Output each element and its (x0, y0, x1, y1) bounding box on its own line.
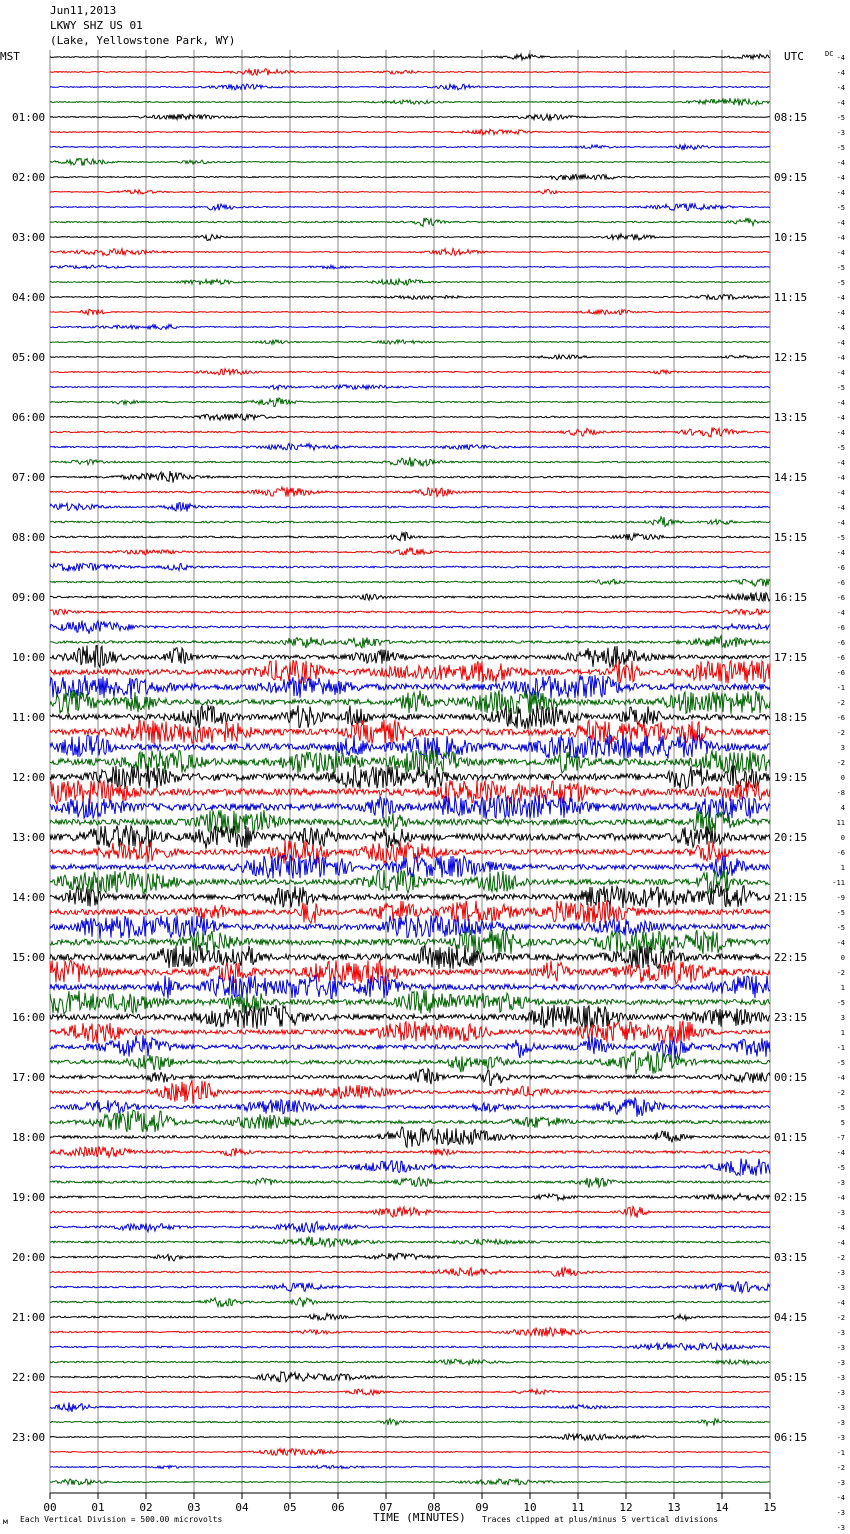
seismic-trace (50, 1465, 770, 1468)
mst-hour-label: 01:00 (12, 111, 46, 124)
mst-hour-label: 14:00 (12, 891, 46, 904)
dc-offset-value: -4 (836, 549, 845, 557)
dc-offset-value: -6 (836, 849, 845, 857)
seismic-trace (50, 1069, 770, 1086)
dc-offset-value: -4 (836, 939, 845, 947)
seismic-trace (50, 1314, 770, 1321)
x-tick-label: 08 (427, 1501, 441, 1514)
seismic-trace (50, 810, 770, 834)
seismic-trace (50, 369, 770, 376)
mst-hour-label: 12:00 (12, 771, 46, 784)
dc-offset-value: -5 (836, 1059, 845, 1067)
seismic-trace (50, 532, 770, 541)
utc-hour-label: 09:15 (774, 171, 808, 184)
dc-offset-value: -2 (836, 699, 845, 707)
seismic-trace (50, 218, 770, 226)
utc-hour-label: 00:15 (774, 1071, 808, 1084)
seismic-trace (50, 990, 770, 1014)
dc-offset-value: -4 (836, 54, 845, 62)
dc-offset-value: -3 (836, 1434, 845, 1442)
dc-offset-value: -3 (836, 1269, 845, 1277)
seismic-trace (50, 1051, 770, 1074)
seismic-trace (50, 870, 770, 894)
seismic-trace (50, 855, 770, 879)
utc-hour-label: 19:15 (774, 771, 808, 784)
seismic-trace (50, 636, 770, 648)
dc-offset-value: -4 (836, 234, 845, 242)
dc-offset-value: -4 (836, 414, 845, 422)
mst-hour-label: 05:00 (12, 351, 46, 364)
right-axis-label: UTC (784, 50, 804, 63)
utc-hour-label: 05:15 (774, 1371, 808, 1384)
utc-hour-label: 21:15 (774, 891, 808, 904)
utc-hour-label: 15:15 (774, 531, 808, 544)
x-tick-label: 09 (475, 1501, 489, 1514)
dc-offset-value: -2 (836, 1089, 845, 1097)
seismic-trace (50, 1449, 770, 1456)
footer-scale: Each Vertical Division = 500.00 microvolts (20, 1515, 223, 1524)
seismic-trace (50, 324, 770, 329)
seismic-trace (50, 766, 770, 790)
utc-hour-label: 04:15 (774, 1311, 808, 1324)
mst-hour-label: 23:00 (12, 1431, 46, 1444)
mst-hour-label: 18:00 (12, 1131, 46, 1144)
dc-offset-value: 0 (840, 774, 845, 782)
x-tick-label: 03 (187, 1501, 201, 1514)
dc-offset-value: -4 (836, 369, 845, 377)
dc-offset-value: -3 (836, 1389, 845, 1397)
dc-offset-value: -4 (836, 294, 845, 302)
dc-offset-value: -4 (836, 174, 845, 182)
seismic-trace (50, 1267, 770, 1277)
seismic-trace (50, 234, 770, 241)
seismic-trace (50, 795, 770, 819)
utc-hour-label: 22:15 (774, 951, 808, 964)
dc-offset-value: -6 (836, 639, 845, 647)
seismic-trace (50, 1343, 770, 1351)
seismic-trace (50, 203, 770, 211)
dc-offset-value: -4 (836, 1224, 845, 1232)
x-tick-label: 13 (667, 1501, 681, 1514)
seismic-trace (50, 1177, 770, 1187)
seismic-trace (50, 1479, 770, 1485)
dc-offset-value: -5 (836, 534, 845, 542)
dc-offset-value: -6 (836, 564, 845, 572)
seismic-trace (50, 579, 770, 587)
seismic-trace (50, 975, 770, 999)
seismic-trace (50, 294, 770, 299)
seismic-trace (50, 1110, 770, 1132)
seismic-trace (50, 309, 770, 315)
utc-hour-label: 03:15 (774, 1251, 808, 1264)
utc-hour-label: 18:15 (774, 711, 808, 724)
seismic-trace (50, 1327, 770, 1336)
footer-clip-note: Traces clipped at plus/minus 5 vertical divisions (482, 1515, 719, 1524)
seismic-trace (50, 1298, 770, 1307)
utc-hour-label: 13:15 (774, 411, 808, 424)
seismic-trace (50, 340, 770, 345)
dc-offset-value: -5 (836, 114, 845, 122)
mst-hour-label: 03:00 (12, 231, 46, 244)
seismic-trace (50, 780, 770, 804)
seismic-trace (50, 621, 770, 634)
dc-offset-value: 0 (840, 834, 845, 842)
dc-offset-value: -4 (836, 609, 845, 617)
seismic-trace (50, 248, 770, 255)
dc-offset-value: -5 (836, 909, 845, 917)
dc-offset-value: -2 (836, 1314, 845, 1322)
utc-hour-label: 06:15 (774, 1431, 808, 1444)
dc-offset-value: -5 (836, 384, 845, 392)
dc-offset-value: -4 (836, 1494, 845, 1502)
dc-offset-value: -5 (836, 144, 845, 152)
seismic-trace (50, 563, 770, 571)
x-tick-label: 02 (139, 1501, 153, 1514)
dc-offset-value: -8 (836, 789, 845, 797)
seismic-trace (50, 1194, 770, 1201)
seismic-trace (50, 398, 770, 407)
seismic-trace (50, 54, 770, 60)
seismic-trace (50, 1035, 770, 1058)
dc-offset-value: 1 (840, 984, 845, 992)
mst-hour-label: 15:00 (12, 951, 46, 964)
seismic-trace (50, 265, 770, 269)
seismic-trace (50, 1207, 770, 1218)
mst-hour-label: 09:00 (12, 591, 46, 604)
seismic-trace (50, 145, 770, 150)
seismic-trace (50, 1402, 770, 1412)
dc-offset-value: -3 (836, 1419, 845, 1427)
dc-offset-value: -6 (836, 579, 845, 587)
dc-offset-value: -6 (836, 714, 845, 722)
dc-offset-value: -6 (836, 654, 845, 662)
dc-offset-value: -4 (836, 474, 845, 482)
mst-hour-label: 13:00 (12, 831, 46, 844)
dc-offset-value: -5 (836, 999, 845, 1007)
seismic-trace (50, 1253, 770, 1261)
mst-hour-label: 21:00 (12, 1311, 46, 1324)
x-tick-label: 15 (763, 1501, 777, 1514)
utc-hour-label: 17:15 (774, 651, 808, 664)
dc-offset-value: -4 (836, 249, 845, 257)
dc-offset-value: -4 (836, 1299, 845, 1307)
seismic-trace (50, 414, 770, 421)
utc-hour-label: 02:15 (774, 1191, 808, 1204)
dc-offset-value: -4 (836, 504, 845, 512)
dc-offset-value: -2 (836, 759, 845, 767)
dc-offset-value: -4 (836, 429, 845, 437)
seismic-trace (50, 279, 770, 285)
dc-offset-value: -5 (836, 924, 845, 932)
x-tick-label: 07 (379, 1501, 393, 1514)
utc-hour-label: 20:15 (774, 831, 808, 844)
dc-offset-value: -4 (836, 354, 845, 362)
seismic-trace (50, 675, 770, 699)
dc-offset-value: -5 (836, 264, 845, 272)
dc-offset-value: -2 (836, 1254, 845, 1262)
x-tick-label: 12 (619, 1501, 633, 1514)
utc-hour-label: 08:15 (774, 111, 808, 124)
dc-offset-value: 11 (836, 819, 845, 827)
dc-offset-value: -3 (836, 1374, 845, 1382)
seismic-trace (50, 517, 770, 527)
seismic-trace (50, 646, 770, 668)
mst-hour-label: 17:00 (12, 1071, 46, 1084)
dc-offset-value: -4 (836, 1239, 845, 1247)
dc-offset-value: -3 (836, 1509, 845, 1517)
dc-offset-value: -5 (836, 1164, 845, 1172)
seismic-trace (50, 84, 770, 90)
seismic-trace (50, 592, 770, 601)
dc-offset-value: -2 (836, 1464, 845, 1472)
dc-offset-value: -4 (836, 399, 845, 407)
dc-offset-value: -3 (836, 1359, 845, 1367)
seismic-trace (50, 825, 770, 849)
seismic-trace (50, 189, 770, 194)
dc-offset-value: -2 (836, 969, 845, 977)
dc-offset-value: -4 (836, 84, 845, 92)
dc-offset-value: -4 (836, 1074, 845, 1082)
dc-offset-value: -5 (836, 279, 845, 287)
seismic-trace (50, 660, 770, 684)
dc-offset-value: 5 (840, 1119, 845, 1127)
dc-offset-value: -3 (836, 1479, 845, 1487)
seismic-trace (50, 1281, 770, 1292)
seismic-trace (50, 1389, 770, 1395)
seismic-trace (50, 885, 770, 908)
dc-offset-value: -11 (832, 879, 845, 887)
seismic-trace (50, 1372, 770, 1382)
seismic-trace (50, 427, 770, 437)
plot-date: Jun11,2013 (50, 4, 117, 17)
seismic-trace (50, 1237, 770, 1247)
dc-offset-value: -3 (836, 129, 845, 137)
seismic-trace (50, 158, 770, 165)
dc-offset-value: -4 (836, 1194, 845, 1202)
dc-offset-value: -4 (836, 189, 845, 197)
seismic-trace (50, 1159, 770, 1176)
seismic-trace (50, 1359, 770, 1365)
seismic-trace (50, 487, 770, 497)
seismic-trace (50, 609, 770, 615)
dc-offset-value: -5 (836, 204, 845, 212)
mst-hour-label: 06:00 (12, 411, 46, 424)
mst-hour-label: 02:00 (12, 171, 46, 184)
seismic-trace (50, 1419, 770, 1426)
dc-offset-value: 3 (840, 1014, 845, 1022)
seismic-trace (50, 915, 770, 938)
dc-label: DC (825, 50, 834, 58)
seismic-trace (50, 503, 770, 512)
utc-hour-label: 01:15 (774, 1131, 808, 1144)
dc-offset-value: -2 (836, 729, 845, 737)
mst-hour-label: 19:00 (12, 1191, 46, 1204)
dc-offset-value: -4 (836, 489, 845, 497)
x-tick-label: 01 (91, 1501, 105, 1514)
mst-hour-label: 04:00 (12, 291, 46, 304)
dc-offset-value: -3 (836, 1329, 845, 1337)
seismic-trace (50, 1147, 770, 1158)
dc-offset-value: -4 (836, 69, 845, 77)
station-code: LKWY SHZ US 01 (50, 19, 143, 32)
dc-offset-value: 0 (840, 954, 845, 962)
dc-offset-value: -4 (836, 309, 845, 317)
dc-offset-value: -4 (836, 519, 845, 527)
seismic-trace (50, 69, 770, 76)
seismic-trace (50, 960, 770, 984)
seismic-trace (50, 1222, 770, 1233)
dc-offset-value: -3 (836, 1284, 845, 1292)
utc-hour-label: 12:15 (774, 351, 808, 364)
dc-offset-value: -1 (836, 1449, 845, 1457)
seismic-trace (50, 548, 770, 555)
dc-offset-value: 1 (840, 864, 845, 872)
seismic-trace (50, 114, 770, 120)
dc-offset-value: -3 (836, 1179, 845, 1187)
dc-offset-value: 3 (840, 744, 845, 752)
seismic-trace (50, 98, 770, 105)
mst-hour-label: 08:00 (12, 531, 46, 544)
dc-offset-value: -6 (836, 669, 845, 677)
mst-hour-label: 11:00 (12, 711, 46, 724)
seismic-trace (50, 930, 770, 954)
x-tick-label: 05 (283, 1501, 297, 1514)
utc-hour-label: 11:15 (774, 291, 808, 304)
seismic-trace (50, 1080, 770, 1104)
left-axis-label: MST (0, 50, 20, 63)
dc-offset-value: 1 (840, 1029, 845, 1037)
mst-hour-label: 16:00 (12, 1011, 46, 1024)
dc-offset-value: 4 (840, 804, 845, 812)
dc-offset-value: -6 (836, 624, 845, 632)
station-location: (Lake, Yellowstone Park, WY) (50, 34, 236, 47)
dc-offset-value: -4 (836, 339, 845, 347)
dc-offset-value: -4 (836, 159, 845, 167)
seismic-trace (50, 705, 770, 729)
seismic-trace (50, 1098, 770, 1117)
dc-offset-value: -3 (836, 1344, 845, 1352)
mst-hour-label: 10:00 (12, 651, 46, 664)
dc-offset-value: -3 (836, 1524, 845, 1532)
utc-hour-label: 10:15 (774, 231, 808, 244)
mst-hour-label: 07:00 (12, 471, 46, 484)
dc-offset-value: -4 (836, 219, 845, 227)
seismic-trace (50, 355, 770, 359)
seismic-trace (50, 471, 770, 483)
seismic-trace (50, 444, 770, 451)
seismic-trace (50, 840, 770, 864)
seismic-trace (50, 385, 770, 390)
utc-hour-label: 23:15 (774, 1011, 808, 1024)
seismic-trace (50, 690, 770, 714)
dc-offset-value: -3 (836, 1209, 845, 1217)
x-axis-title: TIME (MINUTES) (373, 1511, 466, 1524)
dc-offset-value: -4 (836, 459, 845, 467)
dc-offset-value: -7 (836, 1134, 845, 1142)
mst-hour-label: 22:00 (12, 1371, 46, 1384)
x-tick-label: 04 (235, 1501, 249, 1514)
footer-mark: м (3, 1517, 8, 1526)
seismic-trace (50, 129, 770, 134)
mst-hour-label: 20:00 (12, 1251, 46, 1264)
x-tick-label: 10 (523, 1501, 537, 1514)
dc-offset-value: -4 (836, 99, 845, 107)
dc-offset-value: -9 (836, 894, 845, 902)
dc-offset-value: -1 (836, 684, 845, 692)
seismic-trace (50, 174, 770, 180)
x-tick-label: 11 (571, 1501, 585, 1514)
x-tick-label: 00 (43, 1501, 57, 1514)
dc-offset-value: -4 (836, 324, 845, 332)
dc-offset-value: -3 (836, 1404, 845, 1412)
dc-offset-value: -5 (836, 444, 845, 452)
seismic-trace (50, 457, 770, 467)
utc-hour-label: 14:15 (774, 471, 808, 484)
dc-offset-value: -4 (836, 1149, 845, 1157)
dc-offset-value: -5 (836, 1104, 845, 1112)
x-tick-label: 14 (715, 1501, 729, 1514)
dc-offset-value: -1 (836, 1044, 845, 1052)
x-tick-label: 06 (331, 1501, 345, 1514)
seismic-trace (50, 1434, 770, 1441)
utc-hour-label: 16:15 (774, 591, 808, 604)
dc-offset-value: -6 (836, 594, 845, 602)
